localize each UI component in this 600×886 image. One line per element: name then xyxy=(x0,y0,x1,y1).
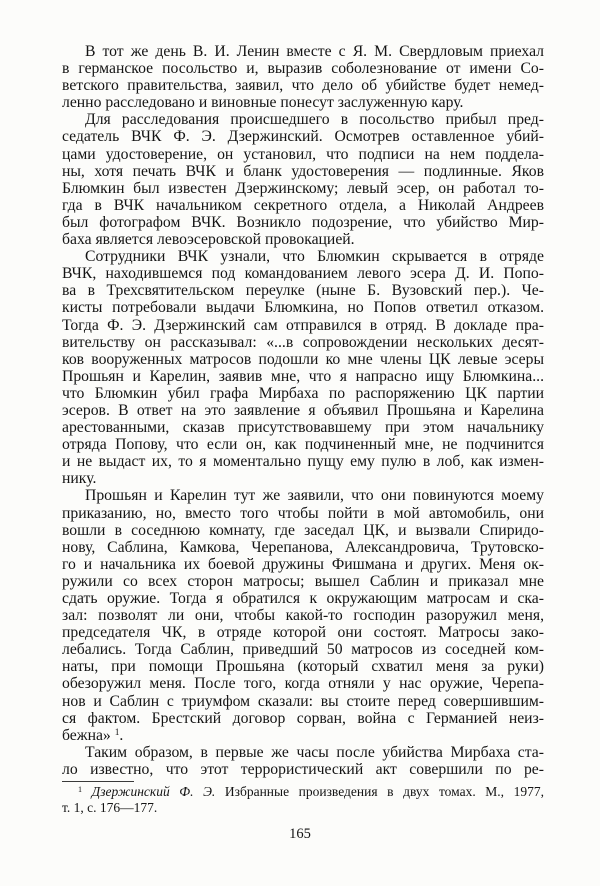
footnote-line: т. 1, с. 176—177. xyxy=(62,800,158,815)
text-line: Сотрудники ВЧК узнали, что Блюмкин скрывается в отряде xyxy=(85,248,544,266)
text-line: ленно расследовано и виновные понесут заслуженную кару. xyxy=(62,94,464,112)
footnote-rule xyxy=(62,781,134,782)
text-line: нову, Саблина, Камкова, Черепанова, Александровича, Трутовско- xyxy=(62,538,544,556)
text-line: В тот же день В. И. Ленин вместе с Я. М. Свердловым приехал xyxy=(85,43,544,60)
text-line: председателя ЧК, в отряде которой они состоят. Матросы зако- xyxy=(62,624,544,642)
body-text xyxy=(62,43,544,778)
paragraph xyxy=(62,487,544,743)
text-line: го и начальника их боевой дружины Фишмана и других. Меня ок- xyxy=(62,555,544,573)
text-line: зал: позволят ли они, чтобы какой-то господин разоружил меня, xyxy=(62,607,544,625)
text-fragment: . xyxy=(119,726,124,744)
text-line: ва в Трехсвятительском переулке (ныне Б. Вузовский пер.). Че- xyxy=(62,282,544,300)
text-line: отряда Попову, что если он, как подчиненный мне, не подчинится xyxy=(62,436,544,454)
text-line: и не выдаст их, то я моментально пущу ему пулю в лоб, как измен- xyxy=(62,453,544,471)
text-line: нику. xyxy=(62,470,97,488)
text-line: баха является левоэсеровской провокацией. xyxy=(62,231,355,249)
text-line: Таким образом, в первые же часы после убийства Мирбаха ста- xyxy=(85,743,544,761)
page-number: 165 xyxy=(289,826,311,842)
text-fragment: бежна» xyxy=(62,726,115,744)
text-line: гда в ВЧК начальником секретного отдела, а Николай Андреев xyxy=(62,196,544,214)
text-line: арестованными, сказав присутствовавшему при этом начальнику xyxy=(62,419,544,437)
text-line: цами удостоверение, он установил, что подписи на нем поддела- xyxy=(62,145,544,163)
paragraph xyxy=(62,248,544,487)
text-line: вительству он рассказывал: «...в сопровождении нескольких десят- xyxy=(62,333,544,351)
text-line: Блюмкин был известен Дзержинскому; левый эсер, он работал то- xyxy=(62,179,544,197)
text-line: лебались. Тогда Саблин, приведший 50 матросов из соседней ком- xyxy=(62,641,544,659)
paragraph xyxy=(62,111,544,248)
text-line: Для расследования происшедшего в посольство прибыл пред- xyxy=(85,111,544,129)
text-line: был фотографом ВЧК. Возникло подозрение, что убийство Мир- xyxy=(62,213,544,231)
text-line: что Блюмкин убил графа Мирбаха по распоряжению ЦК партии xyxy=(62,384,544,402)
text-line: ся фактом. Брестский договор сорван, война с Германией неиз- xyxy=(62,709,544,727)
paragraph xyxy=(62,744,544,778)
text-line: ны, хотя печать ВЧК и бланк удостоверения — подлинные. Яков xyxy=(62,162,544,180)
footnote-marker: 1 xyxy=(78,784,83,794)
text-line: Прошьян и Карелин тут же заявили, что они повинуются моему xyxy=(85,487,544,505)
text-line: нов и Саблин с триумфом сказали: вы стоите перед совершившим- xyxy=(62,692,544,710)
paragraph xyxy=(62,43,544,111)
text-line: вошли в соседнюю комнату, где заседал ЦК, и вызвали Спиридо- xyxy=(62,521,544,539)
text-line: наты, при помощи Прошьяна (который схватил меня за руки) xyxy=(62,658,544,676)
text-line xyxy=(62,727,544,744)
text-line: в германское посольство и, выразив соболезнование от имени Со- xyxy=(62,60,544,78)
text-line: седатель ВЧК Ф. Э. Дзержинский. Осмотрев оставленное убий- xyxy=(62,128,544,146)
text-line: кисты потребовали выдачи Блюмкина, но Попов ответил отказом. xyxy=(62,299,544,317)
footnote-reference: 1 xyxy=(114,727,120,738)
text-line: обезоружил меня. После того, когда отняли у нас оружие, Черепа- xyxy=(62,675,544,693)
text-line: сдать оружие. Тогда я обратился к окружающим матросам и ска- xyxy=(62,590,544,607)
text-line: Тогда Ф. Э. Дзержинский сам отправился в отряд. В докладе пра- xyxy=(62,316,544,334)
text-line: ВЧК, находившемся под командованием левого эсера Д. И. Попо- xyxy=(62,265,544,283)
text-line: ло известно, что этот террористический акт совершили по ре- xyxy=(62,760,544,778)
footnote xyxy=(62,784,544,816)
footnote-author: Дзержинский Ф. Э. xyxy=(91,784,216,799)
text-line: приказанию, но, вместо того чтобы пойти в мой автомобиль, они xyxy=(62,504,544,522)
text-line: ков вооруженных матросов подошли ко мне члены ЦК левые эсеры xyxy=(62,350,544,368)
text-line: Прошьян и Карелин, заявив мне, что я напрасно ищу Блюмкина... xyxy=(62,367,544,385)
text-line: эсеров. В ответ на это заявление я объявил Прошьяна и Карелина xyxy=(62,401,544,419)
footnote-source: Избранные произведения в двух томах. М., 1977, xyxy=(224,784,544,799)
text-line: ружили со всех сторон матросы; вышел Саблин и приказал мне xyxy=(62,572,544,590)
text-line: ветского правительства, заявил, что дело об убийстве будет немед- xyxy=(62,77,544,95)
footnote-line xyxy=(62,784,544,800)
